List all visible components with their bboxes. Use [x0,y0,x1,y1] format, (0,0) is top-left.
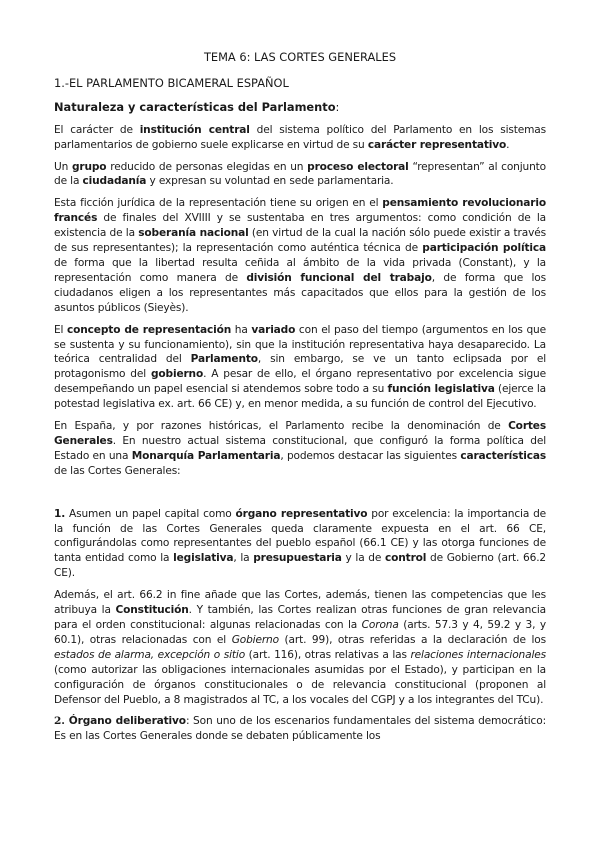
subsection-heading [54,100,546,115]
section-heading: 1.-EL PARLAMENTO BICAMERAL ESPAÑOL [54,75,289,90]
subsection-heading-colon: : [335,99,340,114]
list-item-organo-representativo: 1. Asumen un papel capital como órgano representativo por excelencia: la importancia de la función de las Cortes Generales queda claramente expuesta en el art. 66 CE, configurándolas como representantes del pueblo español (66.1 CE) y las otorga funciones de tanta entidad como la legislativa, la presupuestaria y la de control de Gobierno (art. 66.2 CE). [54,507,547,580]
paragraph-otras-funciones: Además, el art. 66.2 in fine añade que las Cortes, además, tienen las competencias que les atribuya la Constitución. Y también, las Cortes realizan otras funciones de gran relevancia para el orden constitucional: algunas relacionadas con la Corona (arts. 57.3 y 4, 59.2 y 3, y 60.1), otras relacionadas con el Gobierno (art. 99), otras referidas a la declaración de los estados de alarma, excepción o sitio (art. 116), otras relativas a las relaciones internacionales (como autorizar las obligaciones internacionales asumidas por el Estado), y participan en la configuración de órganos constitucionales o de relevancia constitucional (proponen al Defensor del Pueblo, a 8 magistrados al TC, a los vocales del CGPJ y a los integrantes del TCu). [54,589,547,706]
document-title: TEMA 6: LAS CORTES GENERALES [203,50,397,64]
list-number: 1. [54,507,66,520]
paragraph-cortes-generales: En España, y por razones históricas, el Parlamento recibe la denominación de Cortes Generales. En nuestro actual sistema constitucional, que configuró la forma política del Estado en una Monarquía Parlamentaria, podemos destacar las siguientes características de las Cortes Generales: [54,420,546,477]
paragraph-institucion-central: El carácter de institución central del sistema político del Parlamento en los sistemas parlamentarios de gobierno suele explicarse en virtud de su carácter representativo. [54,123,546,151]
paragraph-grupo-representantes: Un grupo reducido de personas elegidas en un proceso electoral “representan” al conjunto de la ciudadanía y expresan su voluntad en sede parlamentaria. [54,160,546,188]
subsection-heading-bold: Naturaleza y características del Parlamento [54,99,336,114]
list-number: 2. [54,715,65,728]
paragraph-concepto-representacion: El concepto de representación ha variado con el paso del tiempo (argumentos en los que se sustenta y su funcionamiento), sin que la institución representativa haya desaparecido. La teórica centralidad del Parlamento, sin embargo, se ve un tanto eclipsada por el protagonismo del gobierno. A pesar de ello, el órgano representativo por excelencia sigue desempeñando un papel esencial si atendemos sobre todo a su función legislativa (ejerce la potestad legislativa ex. art. 66 CE) y, en menor medida, a su función de control del Ejecutivo. [54,323,547,411]
paragraph-ficcion-juridica: Esta ficción jurídica de la representación tiene su origen en el pensamiento revolucionario francés de finales del XVIIII y se sustentaba en tres argumentos: como condición de la existencia de la soberanía nacional (en virtud de la cual la nación sólo puede existir a través de sus representantes); la representación como auténtica técnica de participación política de forma que la libertad resulta ceñida al ámbito de la vida privada (Constant), y la representación como manera de división funcional del trabajo, de forma que los ciudadanos eligen a los representantes más capacitados que ellos para la gestión de los asuntos públicos (Sieyès). [54,197,546,314]
list-item-organo-deliberativo: 2. Órgano deliberativo: Son uno de los escenarios fundamentales del sistema democrático: Es en las Cortes Generales donde se debaten públicamente los [54,715,546,743]
